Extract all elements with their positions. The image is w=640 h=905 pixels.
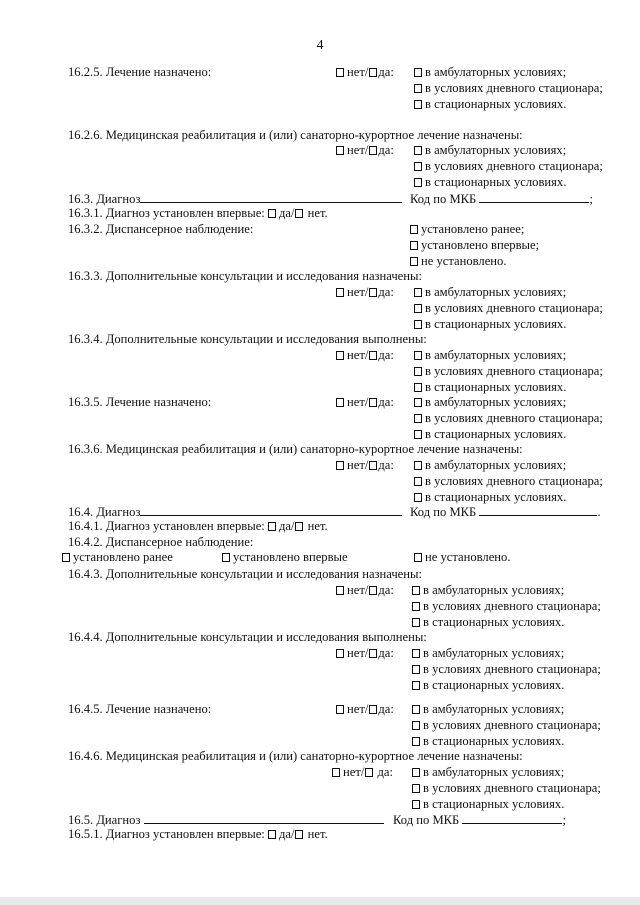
yes-label: да:	[378, 646, 394, 660]
option-ambulatory	[412, 646, 564, 662]
icd-code-field[interactable]	[479, 504, 597, 516]
yes-label: да:	[378, 65, 394, 79]
checkbox-day-hospital[interactable]	[414, 162, 422, 171]
yes-label: да:	[378, 583, 394, 597]
option-day-hospital	[412, 718, 601, 734]
dispensary-not-established	[414, 550, 511, 566]
yes-label: да:	[378, 143, 394, 157]
section-16-4-3-label: 16.4.3. Дополнительные консультации и исследования назначены:	[68, 567, 422, 581]
section-16-4-6-label: 16.4.6. Медицинская реабилитация и (или) санаторно-курортное лечение назначены:	[68, 749, 523, 763]
yes-label: да:	[378, 702, 394, 716]
option-label: в условиях дневного стационара;	[423, 599, 601, 613]
section-16-3-3-no-yes	[336, 285, 394, 301]
option-label: в стационарных условиях.	[423, 615, 565, 629]
checkbox-yes[interactable]	[369, 288, 377, 297]
option-day-hospital	[414, 474, 603, 490]
option-label: не установлено.	[425, 550, 511, 564]
checkbox-day-hospital[interactable]	[414, 414, 422, 423]
checkbox-ambulatory[interactable]	[414, 288, 422, 297]
section-16-2-5-no-yes	[336, 65, 394, 81]
option-label: в амбулаторных условиях;	[425, 395, 567, 409]
no-label: нет.	[307, 206, 328, 220]
option-inpatient	[414, 175, 566, 191]
option-label: в условиях дневного стационара;	[425, 474, 603, 488]
checkbox-no[interactable]	[336, 68, 344, 77]
checkbox-inpatient[interactable]	[412, 618, 420, 627]
checkbox-day-hospital[interactable]	[412, 602, 420, 611]
checkbox-no[interactable]	[295, 522, 303, 531]
checkbox-day-hospital[interactable]	[414, 367, 422, 376]
option-label: в стационарных условиях.	[425, 317, 567, 331]
icd-code-label: Код по МКБ	[393, 813, 460, 827]
option-ambulatory	[412, 702, 564, 718]
diagnosis-field[interactable]	[140, 504, 402, 516]
option-label: в амбулаторных условиях;	[425, 285, 567, 299]
first-diagnosis-16-5-1	[68, 827, 328, 843]
option-day-hospital	[412, 599, 601, 615]
option-label: в стационарных условиях.	[425, 427, 567, 441]
checkbox-inpatient[interactable]	[414, 493, 422, 502]
checkbox-no[interactable]	[336, 649, 344, 658]
no-label: нет/	[347, 65, 369, 79]
checkbox-day-hospital[interactable]	[414, 304, 422, 313]
section-16-2-5-label: 16.2.5. Лечение назначено:	[68, 65, 212, 79]
option-day-hospital	[414, 159, 603, 175]
option-label: в стационарных условиях.	[423, 678, 565, 692]
option-label: в условиях дневного стационара;	[423, 781, 601, 795]
option-ambulatory	[414, 348, 566, 364]
checkbox-day-hospital[interactable]	[414, 477, 422, 486]
checkbox-inpatient[interactable]	[414, 430, 422, 439]
checkbox-ambulatory[interactable]	[414, 351, 422, 360]
no-label: нет/	[347, 348, 369, 362]
icd-code-16-4-row	[410, 504, 601, 521]
checkbox-no[interactable]	[336, 288, 344, 297]
option-label: в условиях дневного стационара;	[425, 364, 603, 378]
checkbox-ambulatory[interactable]	[414, 68, 422, 77]
option-label: в условиях дневного стационара;	[425, 159, 603, 173]
checkbox-no[interactable]	[336, 351, 344, 360]
checkbox-not-established[interactable]	[410, 257, 418, 266]
option-label: в амбулаторных условиях;	[423, 583, 565, 597]
option-label: в условиях дневного стационара;	[423, 718, 601, 732]
checkbox-ambulatory[interactable]	[412, 768, 420, 777]
yes-label: да:	[378, 458, 394, 472]
checkbox-inpatient[interactable]	[412, 737, 420, 746]
checkbox-inpatient[interactable]	[414, 100, 422, 109]
diagnosis-label: 16.4. Диагноз	[68, 505, 141, 519]
section-16-3-4-label: 16.3.4. Дополнительные консультации и исследования выполнены:	[68, 332, 427, 346]
no-label: нет/	[347, 583, 369, 597]
section-16-4-6-no-yes	[332, 765, 393, 781]
dispensary-not-established	[410, 254, 507, 270]
no-label: нет.	[307, 827, 328, 841]
checkbox-no[interactable]	[295, 209, 303, 218]
yes-label: да/	[278, 827, 295, 841]
section-16-3-5-label: 16.3.5. Лечение назначено:	[68, 395, 212, 409]
option-ambulatory	[412, 765, 564, 781]
checkbox-yes[interactable]	[369, 649, 377, 658]
no-label: нет/	[347, 458, 369, 472]
diagnosis-label: 16.5. Диагноз	[68, 813, 141, 827]
option-label: в амбулаторных условиях;	[423, 702, 565, 716]
option-label: в амбулаторных условиях;	[423, 646, 565, 660]
option-label: установлено ранее	[73, 550, 173, 564]
no-label: нет/	[347, 702, 369, 716]
checkbox-ambulatory[interactable]	[412, 705, 420, 714]
option-day-hospital	[414, 301, 603, 317]
checkbox-no[interactable]	[332, 768, 340, 777]
section-16-4-4-no-yes	[336, 646, 394, 662]
section-16-3-6-no-yes	[336, 458, 394, 474]
checkbox-no[interactable]	[336, 146, 344, 155]
dispensary-established-first	[222, 550, 348, 566]
checkbox-yes[interactable]	[268, 522, 276, 531]
checkbox-yes[interactable]	[369, 146, 377, 155]
checkbox-day-hospital[interactable]	[412, 665, 420, 674]
icd-code-16-3-row	[410, 191, 593, 208]
icd-code-16-5-row	[393, 812, 566, 829]
section-16-3-4-no-yes	[336, 348, 394, 364]
icd-code-end: .	[597, 505, 601, 519]
dispensary-16-4-2-label: 16.4.2. Диспансерное наблюдение:	[68, 535, 254, 549]
option-label: в условиях дневного стационара;	[425, 301, 603, 315]
section-16-4-5-no-yes	[336, 702, 394, 718]
checkbox-ambulatory[interactable]	[414, 461, 422, 470]
option-label: в условиях дневного стационара;	[425, 81, 603, 95]
option-label: установлено впервые;	[421, 238, 540, 252]
option-label: в стационарных условиях.	[425, 97, 567, 111]
icd-code-field[interactable]	[479, 191, 589, 203]
checkbox-ambulatory[interactable]	[414, 146, 422, 155]
option-label: в стационарных условиях.	[425, 380, 567, 394]
option-label: установлено впервые	[233, 550, 348, 564]
icd-code-label: Код по МКБ	[410, 505, 477, 519]
checkbox-yes[interactable]	[369, 586, 377, 595]
first-diagnosis-label: 16.3.1. Диагноз установлен впервые:	[68, 206, 265, 220]
option-inpatient	[412, 615, 564, 631]
yes-label: да:	[378, 285, 394, 299]
yes-label: да:	[378, 348, 394, 362]
option-label: в стационарных условиях.	[423, 734, 565, 748]
option-ambulatory	[414, 458, 566, 474]
option-label: в амбулаторных условиях;	[425, 65, 567, 79]
scan-bottom-edge	[0, 897, 640, 905]
checkbox-yes[interactable]	[369, 705, 377, 714]
option-label: в стационарных условиях.	[425, 175, 567, 189]
diagnosis-label: 16.3. Диагноз	[68, 192, 141, 206]
dispensary-established-earlier	[62, 550, 173, 566]
dispensary-established-first	[410, 238, 539, 254]
section-16-4-5-label: 16.4.5. Лечение назначено:	[68, 702, 212, 716]
checkbox-day-hospital[interactable]	[414, 84, 422, 93]
section-16-3-3-label: 16.3.3. Дополнительные консультации и исследования назначены:	[68, 269, 422, 283]
option-ambulatory	[414, 395, 566, 411]
checkbox-yes[interactable]	[369, 398, 377, 407]
icd-code-end: ;	[589, 192, 593, 206]
icd-code-field[interactable]	[462, 812, 562, 824]
option-day-hospital	[414, 81, 603, 97]
checkbox-yes[interactable]	[369, 351, 377, 360]
option-label: установлено ранее;	[421, 222, 525, 236]
no-label: нет/	[347, 143, 369, 157]
first-diagnosis-16-3-1	[68, 206, 328, 222]
checkbox-established-earlier[interactable]	[62, 553, 70, 562]
diagnosis-field[interactable]	[144, 812, 384, 824]
no-label: нет.	[307, 519, 328, 533]
section-16-4-4-label: 16.4.4. Дополнительные консультации и исследования выполнены:	[68, 630, 427, 644]
option-inpatient	[414, 317, 566, 333]
option-inpatient	[412, 797, 564, 813]
checkbox-no[interactable]	[336, 586, 344, 595]
checkbox-yes[interactable]	[268, 209, 276, 218]
checkbox-yes[interactable]	[365, 768, 373, 777]
option-inpatient	[412, 734, 564, 750]
no-label: нет/	[347, 285, 369, 299]
yes-label: да/	[278, 519, 295, 533]
section-16-4-3-no-yes	[336, 583, 394, 599]
option-ambulatory	[414, 285, 566, 301]
yes-label: да:	[378, 395, 394, 409]
option-label: не установлено.	[421, 254, 507, 268]
option-inpatient	[414, 97, 566, 113]
option-day-hospital	[412, 662, 601, 678]
option-label: в стационарных условиях.	[423, 797, 565, 811]
yes-label: да/	[278, 206, 295, 220]
option-ambulatory	[414, 143, 566, 159]
page-number: 4	[316, 38, 324, 53]
checkbox-day-hospital[interactable]	[412, 784, 420, 793]
option-inpatient	[414, 427, 566, 443]
no-label: нет/	[347, 395, 369, 409]
option-ambulatory	[412, 583, 564, 599]
option-inpatient	[412, 678, 564, 694]
checkbox-inpatient[interactable]	[412, 681, 420, 690]
section-16-3-6-label: 16.3.6. Медицинская реабилитация и (или) санаторно-курортное лечение назначены:	[68, 442, 523, 456]
checkbox-established-first[interactable]	[222, 553, 230, 562]
checkbox-no[interactable]	[295, 830, 303, 839]
no-label: нет/	[347, 646, 369, 660]
option-day-hospital	[414, 411, 603, 427]
option-label: в амбулаторных условиях;	[425, 458, 567, 472]
checkbox-yes[interactable]	[268, 830, 276, 839]
option-label: в условиях дневного стационара;	[423, 662, 601, 676]
checkbox-not-established[interactable]	[414, 553, 422, 562]
checkbox-day-hospital[interactable]	[412, 721, 420, 730]
icd-code-label: Код по МКБ	[410, 192, 477, 206]
checkbox-no[interactable]	[336, 398, 344, 407]
icd-code-end: ;	[562, 813, 566, 827]
option-day-hospital	[414, 364, 603, 380]
dispensary-established-earlier	[410, 222, 524, 238]
checkbox-no[interactable]	[336, 705, 344, 714]
checkbox-yes[interactable]	[369, 461, 377, 470]
no-label: нет/	[343, 765, 365, 779]
option-label: в амбулаторных условиях;	[425, 348, 567, 362]
checkbox-no[interactable]	[336, 461, 344, 470]
checkbox-established-first[interactable]	[410, 241, 418, 250]
option-label: в амбулаторных условиях;	[425, 143, 567, 157]
checkbox-inpatient[interactable]	[414, 178, 422, 187]
option-ambulatory	[414, 65, 566, 81]
section-16-3-5-no-yes	[336, 395, 394, 411]
checkbox-yes[interactable]	[369, 68, 377, 77]
yes-label: да:	[374, 765, 393, 779]
checkbox-ambulatory[interactable]	[412, 649, 420, 658]
option-label: в стационарных условиях.	[425, 490, 567, 504]
first-diagnosis-label: 16.5.1. Диагноз установлен впервые:	[68, 827, 265, 841]
checkbox-established-earlier[interactable]	[410, 225, 418, 234]
first-diagnosis-label: 16.4.1. Диагноз установлен впервые:	[68, 519, 265, 533]
option-label: в амбулаторных условиях;	[423, 765, 565, 779]
diagnosis-field[interactable]	[140, 191, 402, 203]
checkbox-inpatient[interactable]	[414, 320, 422, 329]
section-16-2-6-label: 16.2.6. Медицинская реабилитация и (или) санаторно-курортное лечение назначены:	[68, 128, 523, 142]
checkbox-ambulatory[interactable]	[412, 586, 420, 595]
option-inpatient	[414, 380, 566, 396]
section-16-2-6-no-yes	[336, 143, 394, 159]
checkbox-ambulatory[interactable]	[414, 398, 422, 407]
dispensary-16-3-2-label: 16.3.2. Диспансерное наблюдение:	[68, 222, 254, 236]
checkbox-inpatient[interactable]	[412, 800, 420, 809]
option-day-hospital	[412, 781, 601, 797]
checkbox-inpatient[interactable]	[414, 383, 422, 392]
first-diagnosis-16-4-1	[68, 519, 328, 535]
option-label: в условиях дневного стационара;	[425, 411, 603, 425]
